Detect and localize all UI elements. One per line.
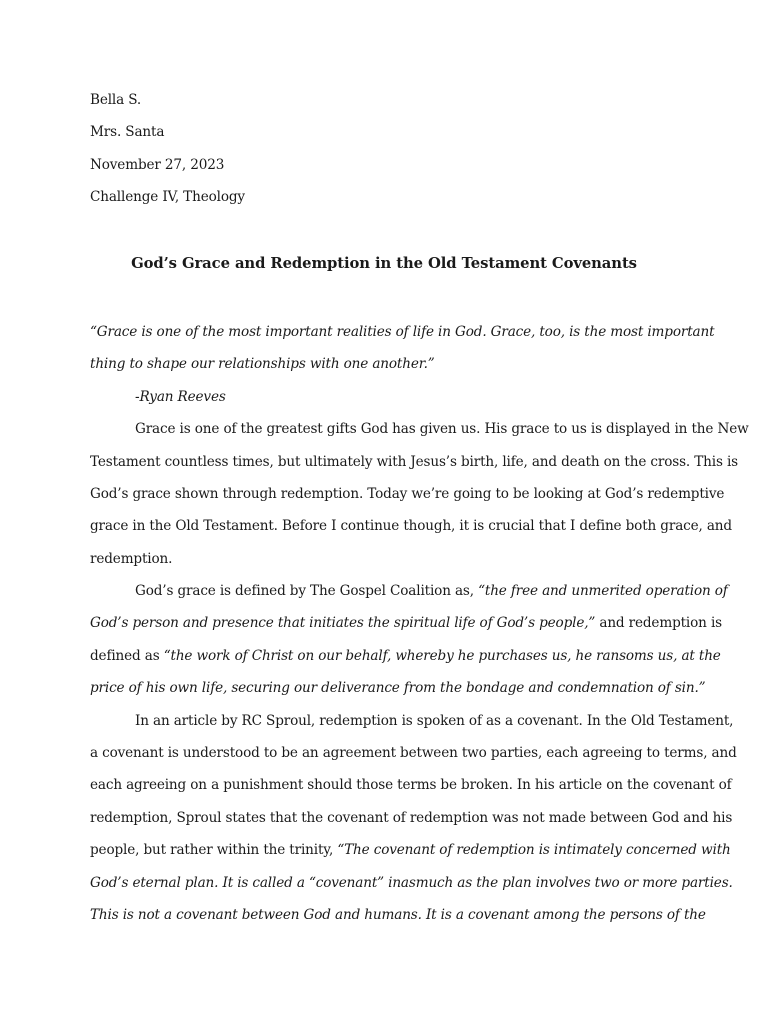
paragraph-line: price of his own life, securing our deliverance from the bondage and condemnation of sin.” [90,680,706,697]
paragraph-line: grace in the Old Testament. Before I continue though, it is crucial that I define both grace, and [90,518,732,535]
paragraph-line [90,579,728,611]
document-title: God’s Grace and Redemption in the Old Testament Covenants [131,254,637,272]
paragraph-line: redemption. [90,550,173,567]
quote-run: “The covenant of redemption is intimately concerned with [337,842,731,859]
paragraph-line: a covenant is understood to be an agreement between two parties, each agreeing to terms, and [90,745,737,762]
text-run: and redemption is [595,615,722,632]
paragraph-covenant [90,709,737,936]
paragraph-line: Testament countless times, but ultimately with Jesus’s birth, life, and death on the cross. This is [90,453,738,470]
paragraph-line: redemption, Sproul states that the covenant of redemption was not made between God and his [90,809,733,826]
paragraph-intro [90,417,749,579]
epigraph-line: thing to shape our relationships with one another.” [90,356,435,373]
text-run: people, but rather within the trinity, [90,842,338,859]
quote-run: “the work of Christ on our behalf, whereby he purchases us, he ransoms us, at the [163,647,721,664]
text-run: God’s grace is defined by The Gospel Coalition as, [135,583,479,600]
paragraph-line: In an article by RC Sproul, redemption is spoken of as a covenant. In the Old Testament, [135,712,734,729]
quote-run: God’s person and presence that initiates the spiritual life of God’s people,” [90,615,596,632]
document-body [90,88,749,935]
paragraph-line [90,838,731,870]
paragraph-line: God’s eternal plan. It is called a “covenant” inasmuch as the plan involves two or more parties. [90,874,733,891]
paragraph-line [90,644,721,676]
paragraph-definitions [90,579,728,709]
paragraph-line: God’s grace shown through redemption. Today we’re going to be looking at God’s redemptive [90,485,725,502]
teacher-name: Mrs. Santa [90,124,165,141]
author-name: Bella S. [90,92,142,108]
paragraph-line: Grace is one of the greatest gifts God has given us. His grace to us is displayed in the New [135,421,749,438]
quote-run: “the free and unmerited operation of [478,583,728,600]
course-name: Challenge IV, Theology [90,189,245,206]
text-run: defined as [90,647,164,664]
paragraph-line: each agreeing on a punishment should those terms be broken. In his article on the covenant of [90,777,732,794]
document-date: November 27, 2023 [90,156,225,173]
paragraph-line: This is not a covenant between God and humans. It is a covenant among the persons of the [90,906,706,923]
epigraph-attribution: -Ryan Reeves [135,388,226,405]
epigraph-line: “Grace is one of the most important realities of life in God. Grace, too, is the most important [90,323,715,340]
paragraph-line [90,611,722,643]
